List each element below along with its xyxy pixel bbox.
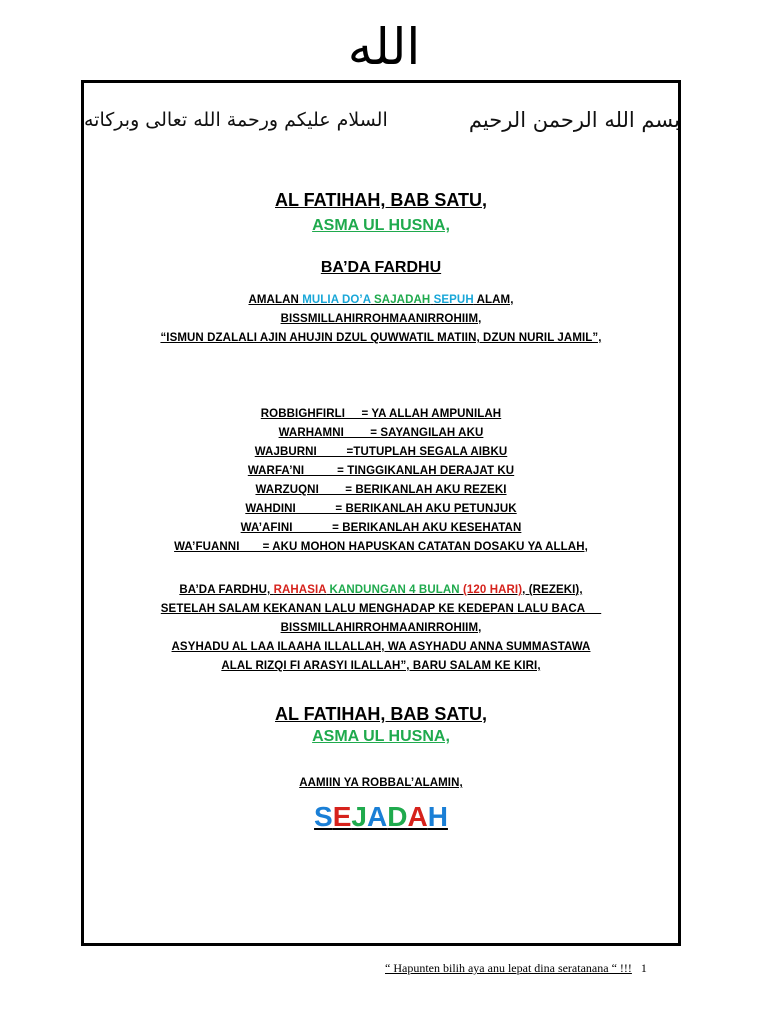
sejadah-letter: H [427, 801, 448, 832]
heading-title: AL FATIHAH, BAB SATU, [275, 190, 487, 210]
page-footer [385, 961, 647, 976]
bada-rahasia-line: BA’DA FARDHU, RAHASIA KANDUNGAN 4 BULAN (120 HARI), (REZEKI), [179, 584, 583, 596]
asyhadu-line: ASYHADU AL LAA ILAAHA ILLALLAH, WA ASYHADU ANNA SUMMASTAWA [171, 641, 591, 653]
allah-calligraphy: الله [347, 18, 421, 76]
ismun-line: “ISMUN DZALALI AJIN AHUJIN DZUL QUWWATIL MATIIN, DZUN NURIL JAMIL”, [160, 332, 602, 344]
sejadah-letter: A [407, 801, 428, 832]
sejadah-word [84, 801, 678, 833]
bissmillah-line: BISSMILLAHIRROHMAANIRROHIIM, [280, 313, 482, 325]
sejadah-letter: A [367, 801, 388, 832]
arabic-basmala: بسم الله الرحمن الرحيم [468, 108, 680, 132]
doa-line: ROBBIGHFIRLI = YA ALLAH AMPUNILAH [260, 408, 502, 420]
amalan-line: AMALAN MULIA DO’A SAJADAH SEPUH ALAM, [248, 294, 514, 306]
page-number: 1 [640, 961, 647, 975]
arabic-salam: السلام عليكم ورحمة الله تعالى وبركاته [84, 109, 388, 131]
bissmillah-line-2: BISSMILLAHIRROHMAANIRROHIIM, [280, 622, 482, 634]
aamiin-line: AAMIIN YA ROBBAL’ALAMIN, [299, 777, 463, 789]
bada-fardhu-heading: BA’DA FARDHU [320, 259, 442, 276]
doa-line: WAHDINI = BERIKANLAH AKU PETUNJUK [245, 503, 517, 515]
heading-subtitle-2: ASMA UL HUSNA, [312, 728, 450, 745]
setelah-salam-line: SETELAH SALAM KEKANAN LALU MENGHADAP KE KEDEPAN LALU BACA [160, 603, 602, 615]
doa-line: WA’FUANNI = AKU MOHON HAPUSKAN CATATAN DOSAKU YA ALLAH, [174, 541, 588, 553]
alal-rizqi-line: ALAL RIZQI FI ARASYI ILALLAH”, BARU SALAM KE KIRI, [221, 660, 541, 672]
sejadah-letter: D [387, 801, 408, 832]
doa-line: WA’AFINI = BERIKANLAH AKU KESEHATAN [240, 522, 522, 534]
doa-line: WAJBURNI =TUTUPLAH SEGALA AIBKU [254, 446, 508, 458]
heading-subtitle: ASMA UL HUSNA, [312, 217, 450, 234]
doa-line: WARHAMNI = SAYANGILAH AKU [278, 427, 484, 439]
doa-line: WARZUQNI = BERIKANLAH AKU REZEKI [255, 484, 507, 496]
doa-line: WARFA’NI = TINGGIKANLAH DERAJAT KU [247, 465, 515, 477]
heading-title-2: AL FATIHAH, BAB SATU, [275, 704, 487, 724]
footer-quote: “ Hapunten bilih aya anu lepat dina seratanana “ !!! [385, 961, 632, 975]
sejadah-letter: E [332, 801, 352, 832]
sejadah-letter: S [314, 801, 333, 832]
sejadah-letter: J [351, 801, 367, 832]
